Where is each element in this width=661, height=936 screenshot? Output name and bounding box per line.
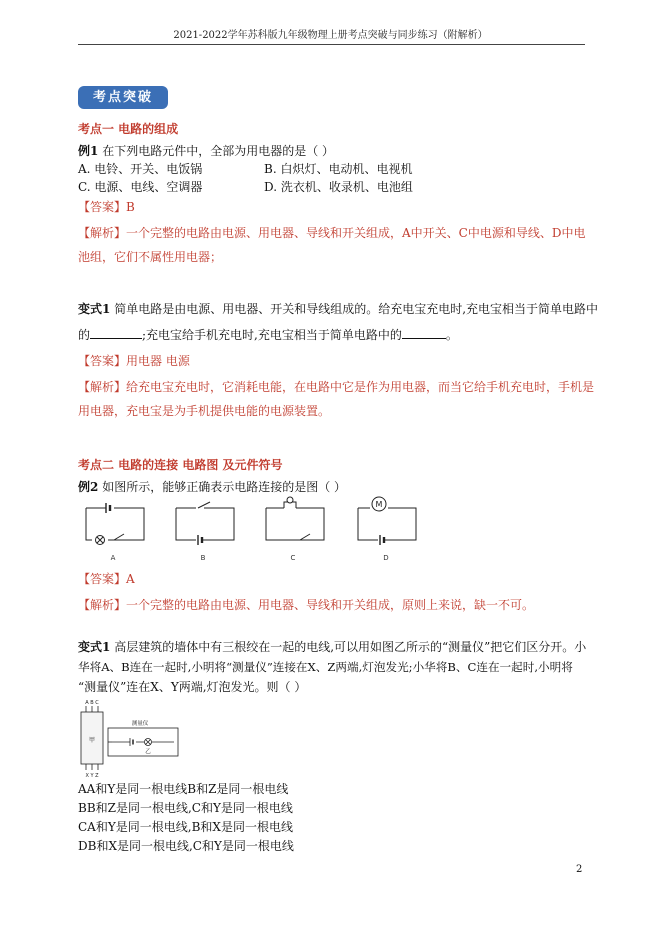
circuit-c bbox=[266, 497, 324, 540]
analysis-text: 一个完整的电路由电源、用电器、导线和开关组成，原则上来说，缺一不可。 bbox=[126, 598, 535, 612]
ex1-option-d: D. 洗衣机、收录机、电池组 bbox=[264, 180, 413, 194]
ex2-answer bbox=[78, 570, 135, 588]
header-rule bbox=[78, 44, 585, 45]
var1-answer bbox=[78, 352, 190, 370]
wire-tester-figure bbox=[78, 696, 188, 778]
motor-symbol: M bbox=[375, 500, 383, 509]
page-header: 2021-2022学年苏科版九年级物理上册考点突破与同步练习（附解析） bbox=[173, 30, 488, 41]
point1-heading: 考点一 电路的组成 bbox=[78, 122, 179, 136]
fill-blank-1[interactable] bbox=[90, 326, 142, 339]
section-banner: 考点突破 bbox=[78, 86, 168, 109]
point2-heading: 考点二 电路的连接 电路图 及元件符号 bbox=[78, 458, 283, 472]
analysis-text: 一个完整的电路由电源、用电器、导线和开关组成，A中开关、C中电源和导线、D中电 bbox=[126, 226, 586, 240]
answer-value: B bbox=[126, 200, 135, 214]
analysis-tag: 【解析】 bbox=[78, 598, 127, 612]
fig-top-label: A B C bbox=[85, 700, 99, 706]
fig-jia-label: 甲 bbox=[88, 737, 96, 744]
ex2-analysis bbox=[78, 596, 534, 614]
answer-tag: 【答案】 bbox=[78, 572, 127, 586]
analysis-tag: 【解析】 bbox=[78, 380, 127, 394]
var1b-option-a: AA和Y是同一根电线B和Z是同一根电线 bbox=[78, 782, 289, 796]
answer-tag: 【答案】 bbox=[78, 200, 127, 214]
answer-tag: 【答案】 bbox=[78, 354, 127, 368]
ex1-option-c: C. 电源、电线、空调器 bbox=[78, 180, 203, 194]
ex1-analysis-line1 bbox=[78, 224, 586, 242]
instrument-box bbox=[108, 728, 178, 756]
circuit-d bbox=[358, 497, 416, 545]
ex1-option-a: A. 电铃、开关、电饭锅 bbox=[78, 162, 203, 176]
var1-label: 变式1 bbox=[78, 302, 111, 316]
fig-label-b: B bbox=[200, 554, 206, 562]
fig-label-a: A bbox=[110, 554, 116, 562]
var1-q2b: ;充电宝给手机充电时,充电宝相当于简单电路中的 bbox=[142, 328, 402, 342]
analysis-tag: 【解析】 bbox=[78, 226, 127, 240]
fill-blank-2[interactable] bbox=[402, 326, 446, 339]
ex1-label: 例1 bbox=[78, 144, 99, 158]
fig-label-c: C bbox=[290, 554, 296, 562]
answer-value: 用电器 电源 bbox=[126, 354, 190, 368]
var1-q2c: 。 bbox=[445, 328, 458, 342]
var1b-label: 变式1 bbox=[78, 640, 111, 654]
var1b-option-b: BB和Z是同一根电线,C和Y是同一根电线 bbox=[78, 801, 293, 815]
var1b-question-line2: 华将A、B连在一起时,小明将“测量仪”连接在X、Z两端,灯泡发光;小华将B、C连在一起时,小明将 bbox=[78, 660, 573, 674]
var1-question-line1 bbox=[78, 300, 598, 318]
var1b-option-d: DB和X是同一根电线,C和Y是同一根电线 bbox=[78, 839, 294, 853]
ex1-question bbox=[78, 142, 334, 160]
var1-q1: 简单电路是由电源、用电器、开关和导线组成的。给充电宝充电时,充电宝相当于简单电路中 bbox=[114, 302, 599, 316]
ex1-analysis-line2: 池组，它们不属性用电器； bbox=[78, 250, 223, 264]
var1-question-line2 bbox=[78, 326, 458, 344]
ex2-circuit-figures bbox=[78, 494, 438, 568]
fig-label-d: D bbox=[383, 554, 389, 562]
var1b-q1: 高层建筑的墙体中有三根绞在一起的电线,可以用如图乙所示的“测量仪”把它们区分开。小 bbox=[114, 640, 587, 654]
ex1-question-text: 在下列电路元件中，全部为用电器的是（ ） bbox=[102, 144, 335, 158]
ex2-question-text: 如图所示，能够正确表示电路连接的是图（ ） bbox=[102, 480, 347, 494]
circuit-a bbox=[86, 503, 144, 545]
page-number: 2 bbox=[576, 864, 583, 875]
var1-q2a: 的 bbox=[78, 328, 91, 342]
fig-bottom-label: X Y Z bbox=[85, 773, 99, 778]
circuit-b bbox=[176, 502, 234, 545]
fig-yi-label: 乙 bbox=[145, 749, 151, 755]
ex1-answer bbox=[78, 198, 135, 216]
ex2-label: 例2 bbox=[78, 480, 99, 494]
analysis-text: 给充电宝充电时，它消耗电能，在电路中它是作为用电器，而当它给手机充电时，手机是 bbox=[126, 380, 595, 394]
fig-instrument-label: 测量仪 bbox=[131, 721, 149, 727]
var1b-option-c: CA和Y是同一根电线,B和X是同一根电线 bbox=[78, 820, 293, 834]
answer-value: A bbox=[126, 572, 135, 586]
var1-analysis-line2: 用电器，充电宝是为手机提供电能的电源装置。 bbox=[78, 404, 331, 418]
ex1-option-b: B. 白炽灯、电动机、电视机 bbox=[264, 162, 413, 176]
var1-analysis-line1 bbox=[78, 378, 594, 396]
var1b-question-line3: “测量仪”连在X、Y两端,灯泡发光。则（ ） bbox=[78, 680, 307, 694]
var1b-question-line1 bbox=[78, 638, 586, 656]
